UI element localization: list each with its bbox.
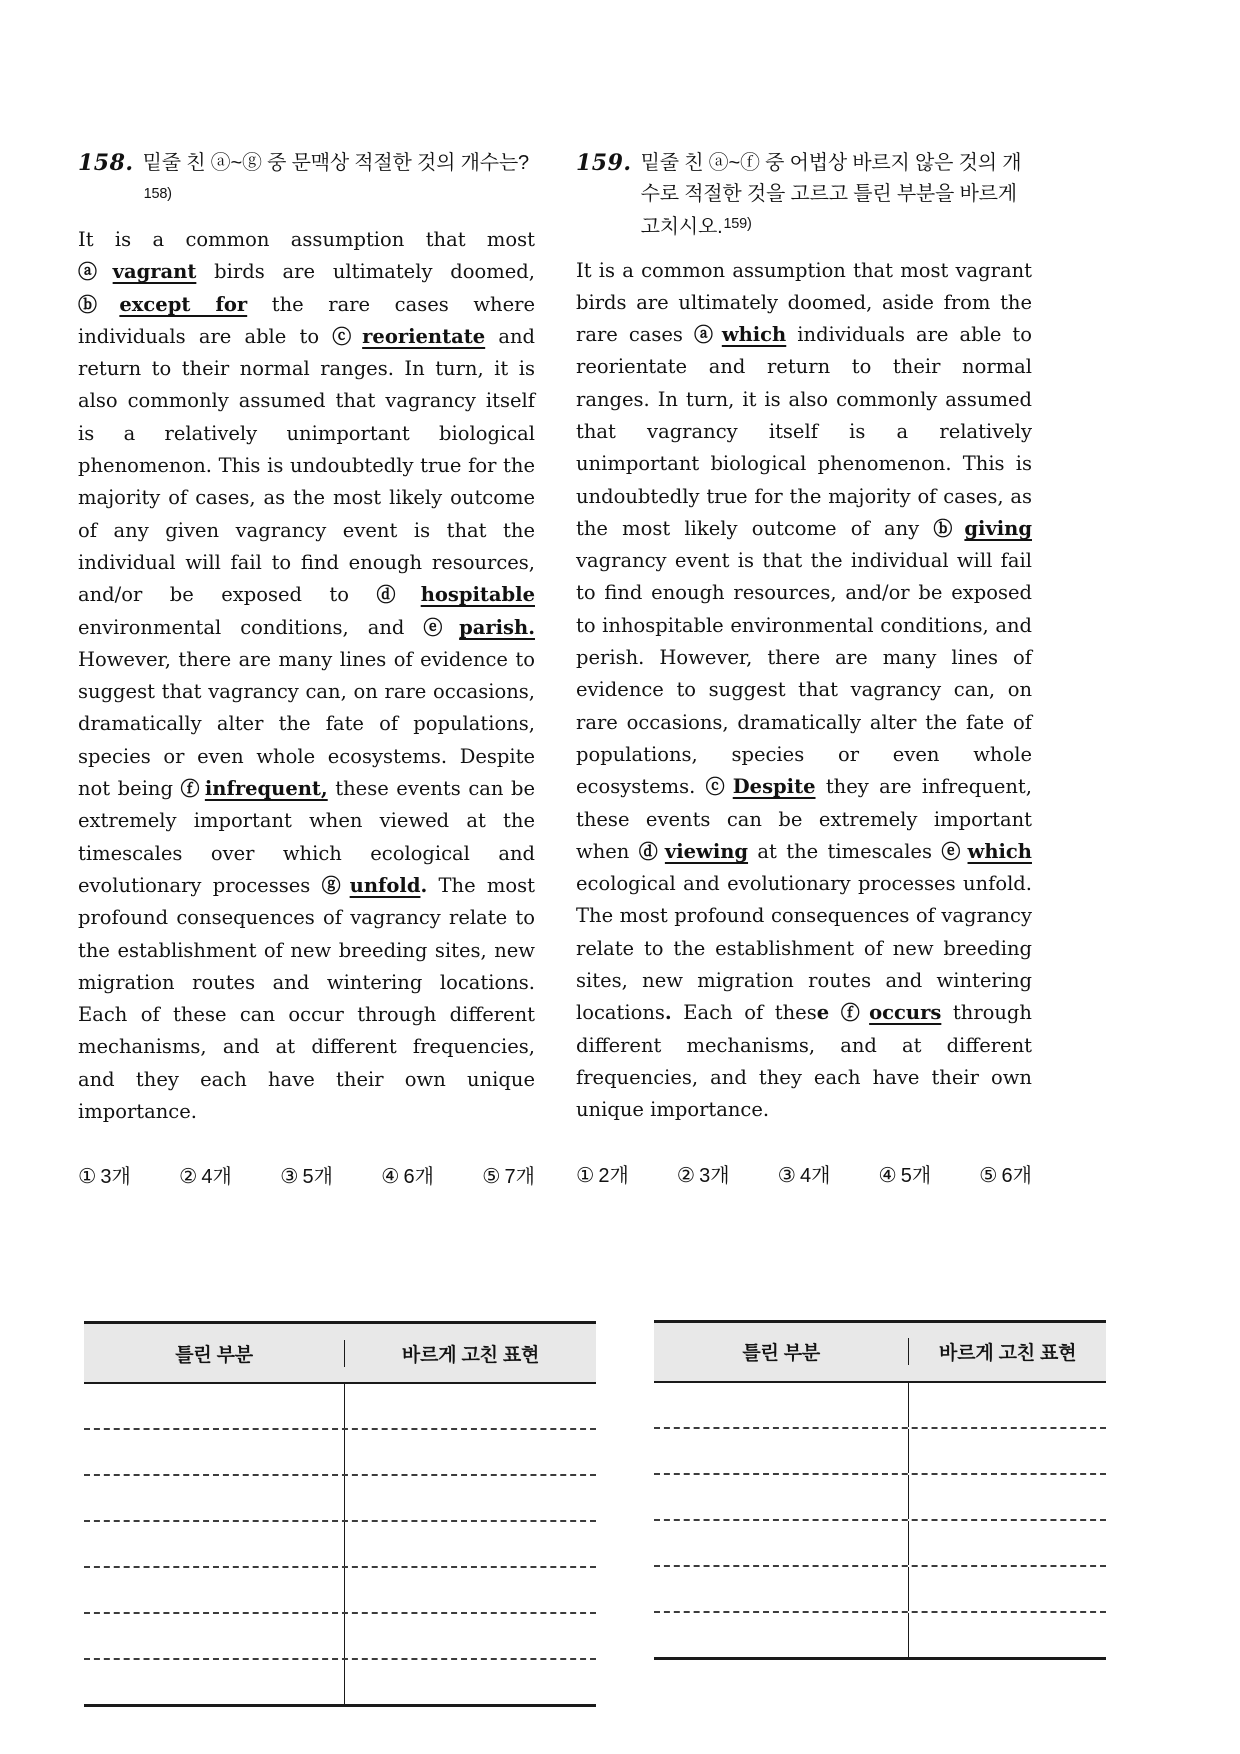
annotation-c <box>706 775 816 798</box>
circled-letter-g-icon: ⓖ <box>321 874 346 897</box>
circled-letter-c-icon: ⓒ <box>332 325 359 348</box>
correction-table <box>84 1321 596 1707</box>
answer-cell-wrong[interactable] <box>84 1660 345 1704</box>
annotation-g <box>322 874 421 897</box>
answer-cell-corrected[interactable] <box>345 1430 596 1474</box>
table-header-row <box>84 1324 596 1384</box>
answer-cell-corrected[interactable] <box>345 1476 596 1520</box>
annotation-b <box>933 517 1032 540</box>
table-header-wrong-part: 틀린 부분 <box>654 1338 909 1365</box>
annotated-word: occurs <box>869 1001 942 1025</box>
answer-row-4 <box>84 1520 596 1566</box>
footnote-marker: 159) <box>723 216 752 232</box>
option-label: 2개 <box>598 1164 629 1187</box>
answer-cell-wrong[interactable] <box>84 1568 345 1612</box>
option-2[interactable] <box>179 1160 232 1189</box>
question-title <box>641 148 1032 243</box>
option-label: 3개 <box>699 1164 730 1187</box>
answer-options <box>78 1160 535 1189</box>
answer-row-4 <box>654 1519 1106 1565</box>
circled-letter-f-icon: ⓕ <box>840 1002 866 1025</box>
option-4[interactable] <box>381 1160 434 1189</box>
answer-row-2 <box>654 1427 1106 1473</box>
circled-letter-f-icon: ⓕ <box>180 778 201 801</box>
annotated-word: viewing <box>664 839 749 863</box>
option-label: 5개 <box>900 1164 932 1187</box>
answer-options <box>576 1159 1032 1188</box>
passage-text: It is a common assumption that most vagrant birds are ultimately doomed, aside from the rare cases ⓐ which individuals are able to reorientate and return to their normal ranges. In turn, it is also commonly assumed that vagrancy itself is a relatively unimportant biological phenomenon. This is undoubtedly true for the majority of cases, as the most likely outcome of any ⓑ giving vagrancy event is that the individual will fail to find enough resources, and/or be exposed to inhospitable environmental conditions, and perish. However, there are many lines of evidence to suggest that vagrancy can, on rare occasions, dramatically alter the fate of populations, species or even whole ecosystems. ⓒ Despite they are infrequent, these events can be extremely important when ⓓ viewing at the timescales ⓔ which ecological and evolutionary processes unfold. The most profound consequences of vagrancy relate to the establishment of new breeding sites, new migration routes and wintering locations. Each of these ⓕ occurs through different mechanisms, and at different frequencies, and they each have their own unique importance. <box>576 258 1032 1122</box>
circled-letter-b-icon: ⓑ <box>78 293 116 316</box>
option-4[interactable] <box>878 1159 931 1188</box>
annotation-f <box>841 1001 942 1024</box>
table-header-row <box>654 1323 1106 1383</box>
question-159 <box>576 148 1077 1660</box>
answer-cell-wrong[interactable] <box>654 1429 909 1473</box>
answer-cell-wrong[interactable] <box>84 1384 345 1428</box>
table-header-corrected: 바르게 고친 표현 <box>939 1343 1077 1365</box>
question-number: 159. <box>576 150 632 176</box>
question-title <box>143 148 535 212</box>
option-1[interactable] <box>576 1159 629 1188</box>
answer-row-1 <box>654 1383 1106 1427</box>
table-header-corrected: 바르게 고친 표현 <box>401 1344 540 1366</box>
circled-letter-e-icon: ⓔ <box>941 840 964 863</box>
question-number: 158. <box>78 150 134 176</box>
answer-cell-corrected[interactable] <box>345 1614 596 1658</box>
option-label: 7개 <box>504 1166 535 1189</box>
answer-row-5 <box>654 1565 1106 1611</box>
question-header <box>78 148 535 212</box>
circled-letter-b-icon: ⓑ <box>933 517 961 540</box>
option-label: 6개 <box>1001 1164 1032 1187</box>
annotated-word: hospitable <box>420 583 535 607</box>
answer-cell-corrected[interactable] <box>909 1567 1106 1611</box>
answer-cell-wrong[interactable] <box>84 1614 345 1658</box>
circled-number-2-icon: ② <box>179 1164 198 1189</box>
answer-cell-corrected[interactable] <box>345 1384 596 1428</box>
annotation-e <box>941 840 1032 863</box>
passage-text: It is a common assumption that most ⓐ vagrant birds are ultimately doomed, ⓑ except for the rare cases where individuals are able to ⓒ reorientate and return to their normal ranges. In turn, it is also commonly assumed that vagrancy itself is a relatively unimportant biological phenomenon. This is undoubtedly true for the majority of cases, as the most likely outcome of any given vagrancy event is that the individual will fail to find enough resources, and/or be exposed to ⓓ hospitable environmental conditions, and ⓔ parish. However, there are many lines of evidence to suggest that vagrancy can, on rare occasions, dramatically alter the fate of populations, species or even whole ecosystems. Despite not being ⓕ infrequent, these events can be extremely important when viewed at the timescales over which ecological and evolutionary processes ⓖ unfold. The most profound consequences of vagrancy relate to the establishment of new breeding sites, new migration routes and wintering locations. Each of these can occur through different mechanisms, and at different frequencies, and they each have their own unique importance. <box>78 228 535 1124</box>
answer-row-6 <box>84 1612 596 1658</box>
answer-cell-corrected[interactable] <box>345 1660 596 1704</box>
annotated-word: parish. <box>459 615 535 639</box>
question-158 <box>78 148 540 1707</box>
annotation-d <box>639 840 748 863</box>
bold-text: . <box>664 1001 672 1025</box>
footnote-marker: 158) <box>143 185 172 202</box>
answer-cell-wrong[interactable] <box>654 1567 909 1611</box>
answer-row-2 <box>84 1428 596 1474</box>
circled-number-1-icon: ① <box>78 1164 97 1189</box>
option-label: 4개 <box>201 1166 232 1189</box>
annotated-word: Despite <box>732 775 816 799</box>
question-title-text: 밑줄 친 ⓐ~ⓕ 중 어법상 바르지 않은 것의 개수로 적절한 것을 고르고 틀린 부분을 바르게 고치시오. <box>640 152 1022 238</box>
answer-cell-corrected[interactable] <box>909 1383 1106 1427</box>
answer-row-3 <box>654 1473 1106 1519</box>
annotation-f <box>181 777 328 800</box>
answer-cell-wrong[interactable] <box>654 1613 909 1657</box>
answer-cell-wrong[interactable] <box>84 1522 345 1566</box>
annotated-word: unfold <box>349 873 421 897</box>
answer-cell-wrong[interactable] <box>654 1475 909 1519</box>
circled-number-3-icon: ③ <box>280 1164 299 1189</box>
annotated-word: infrequent, <box>204 777 328 801</box>
annotation-c <box>332 325 485 348</box>
correction-table <box>654 1320 1106 1660</box>
circled-number-1-icon: ① <box>576 1162 595 1187</box>
table-header-wrong-part: 틀린 부분 <box>84 1340 345 1367</box>
answer-cell-wrong[interactable] <box>84 1430 345 1474</box>
option-3[interactable] <box>280 1160 333 1189</box>
circled-number-2-icon: ② <box>676 1162 696 1187</box>
circled-letter-a-icon: ⓐ <box>78 261 109 284</box>
circled-number-3-icon: ③ <box>777 1162 796 1187</box>
bold-text: . <box>420 873 428 897</box>
circled-number-4-icon: ④ <box>878 1162 897 1187</box>
annotation-d <box>376 583 535 606</box>
circled-letter-e-icon: ⓔ <box>423 616 456 639</box>
answer-cell-corrected[interactable] <box>345 1522 596 1566</box>
annotated-word: giving <box>964 516 1032 540</box>
answer-cell-corrected[interactable] <box>909 1429 1106 1473</box>
option-label: 3개 <box>100 1166 131 1189</box>
annotated-word: reorientate <box>362 324 486 348</box>
option-label: 6개 <box>403 1166 434 1189</box>
annotation-e <box>423 616 535 639</box>
answer-row-3 <box>84 1474 596 1520</box>
answer-cell-corrected[interactable] <box>909 1475 1106 1519</box>
answer-row-7 <box>84 1658 596 1704</box>
answer-cell-corrected[interactable] <box>345 1568 596 1612</box>
option-label: 5개 <box>302 1166 333 1189</box>
circled-number-5-icon: ⑤ <box>482 1164 501 1189</box>
answer-cell-wrong[interactable] <box>654 1383 909 1427</box>
option-3[interactable] <box>778 1159 831 1188</box>
answer-cell-wrong[interactable] <box>84 1476 345 1520</box>
question-title-text: 밑줄 친 ⓐ~ⓖ 중 문맥상 적절한 것의 개수는? <box>142 152 529 174</box>
circled-number-4-icon: ④ <box>381 1164 400 1189</box>
answer-row-5 <box>84 1566 596 1612</box>
answer-cell-corrected[interactable] <box>909 1521 1106 1565</box>
annotation-a <box>78 260 196 283</box>
annotated-word: except for <box>119 292 248 316</box>
circled-letter-d-icon: ⓓ <box>376 584 417 607</box>
answer-row-1 <box>84 1384 596 1428</box>
circled-letter-c-icon: ⓒ <box>705 776 729 799</box>
circled-letter-a-icon: ⓐ <box>693 324 718 347</box>
annotated-word: vagrant <box>112 260 197 284</box>
annotated-word: which <box>967 839 1032 863</box>
bold-text: e <box>816 1001 830 1025</box>
option-label: 4개 <box>799 1164 831 1187</box>
answer-row-6 <box>654 1611 1106 1657</box>
annotated-word: which <box>721 323 787 347</box>
answer-cell-corrected[interactable] <box>909 1613 1106 1657</box>
option-5[interactable] <box>482 1160 535 1189</box>
option-2[interactable] <box>677 1159 730 1188</box>
annotation-a <box>694 323 786 346</box>
option-1[interactable] <box>78 1160 131 1189</box>
circled-number-5-icon: ⑤ <box>979 1162 998 1187</box>
question-header <box>576 148 1032 243</box>
annotation-b <box>78 293 247 316</box>
answer-cell-wrong[interactable] <box>654 1521 909 1565</box>
circled-letter-d-icon: ⓓ <box>638 840 661 863</box>
option-5[interactable] <box>979 1159 1032 1188</box>
